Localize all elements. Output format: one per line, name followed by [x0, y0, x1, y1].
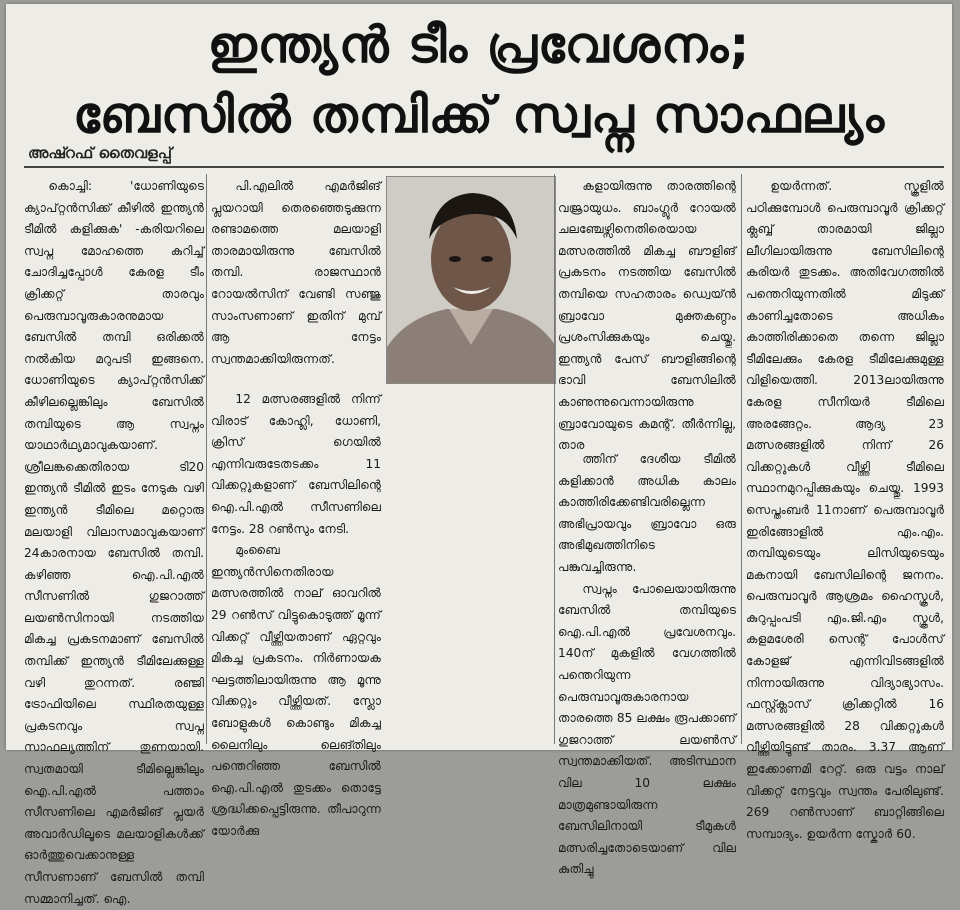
- paragraph: സ്വപ്നം പോലെയായിരുന്നു ബേസിൽ തമ്പിയുടെ ഐ.പി.എൽ പ്രവേശനവും. 140ന് മുകളിൽ വേഗത്തിൽ പന്തെറിയുന്ന പെരുമ്പാവൂരുകാരനായ താരത്തെ 85 ലക്ഷം രൂപക്കാണ് ഗുജറാത്ത് ലയൺസ് സ്വന്തമാക്കിയത്. അടിസ്ഥാന വില 10 ലക്ഷം മാത്രമുണ്ടായിരുന്ന ബേസിലിനായി ടീമുകൾ മത്സരിച്ചതോടെയാണ് വില കുതിച്ചു: [558, 581, 736, 877]
- column-2-bottom: [211, 389, 381, 838]
- column-divider: [554, 174, 555, 744]
- headline-line-2: ബേസിൽ തമ്പിക്ക് സ്വപ്ന സാഫല്യം: [72, 86, 886, 144]
- paragraph: മുംബൈ ഇന്ത്യൻസിനെതിരായ മത്സരത്തിൽ നാല് ഓവറിൽ 29 റൺസ് വിട്ടുകൊടുത്ത് മൂന്ന് വിക്കറ്റ് വീഴ്ത്തിയതാണ് ഏറ്റവും മികച്ച പ്രകടനം. നിർണായക ഘട്ടത്തിലായിരുന്നു ആ മൂന്നു വിക്കറ്റും വീഴ്ത്തിയത്. സ്ലോ ബോളുകൾ കൊണ്ടും മികച്ച ലൈനിലും ലെങ്തിലും പന്തെറിഞ്ഞ ബേസിൽ ഐ.പി.എൽ തുടക്കം തൊട്ടേ ശ്രദ്ധിക്കപ്പെട്ടിരുന്നു. തീപാറുന്ന യോർക്കു: [211, 543, 381, 838]
- paragraph: കളായിരുന്നു താരത്തിന്റെ വജ്രായുധം. ബാംഗ്ലൂർ റോയൽ ചലഞ്ചേഴ്സിനെതിരെയായ മത്സരത്തിൽ മികച്ച ബൗളിങ് പ്രകടനം നടത്തിയ ബേസിൽ തമ്പിയെ സഹതാരം ഡ്വെയ്ൻ ബ്രാവോ മുക്തകണ്ഠം പ്രശംസിക്കുകയും ചെയ്തു. ഇന്ത്യൻ പേസ് ബൗളിങ്ങിന്റെ ഭാവി ബേസിലിൽ കാണുന്നുവെന്നായിരുന്നു ബ്രാവോയുടെ കമന്റ്. തീർന്നില്ല, താര: [558, 179, 736, 453]
- headline-line-1: ഇന്ത്യൻ ടീം പ്രവേശനം;: [207, 16, 751, 74]
- paragraph: കൊച്ചി: 'ധോണിയുടെ ക്യാപ്റ്റൻസിക്ക് കീഴിൽ ഇന്ത്യൻ ടീമിൽ കളിക്കുക' -കരിയറിലെ സ്വപ്ന മോഹത്തെ കുറിച്ച് ചോദിച്ചപ്പോൾ കേരള ടീം ക്രിക്കറ്റ് താരവും പെരുമ്പാവൂരുകാരനുമായ ബേസിൽ തമ്പി ഒരിക്കൽ നൽകിയ മറുപടി ഇങ്ങനെ. ധോണിയുടെ ക്യാപ്റ്റൻസിക്ക് കീഴിലല്ലെങ്കിലും ബേസിൽ തമ്പിയുടെ ആ സ്വപ്നം യാഥാർഥ്യമാവുകയാണ്. ശ്രീലങ്കക്കെതിരായ ടി20 ഇന്ത്യൻ ടീമിൽ ഇടം നേടുക വഴി ഇന്ത്യൻ ടീമിലെ മറ്റൊരു മലയാളി വിലാസമാവുകയാണ് 24കാരനായ ബേസിൽ തമ്പി. കഴിഞ്ഞ ഐ.പി.എൽ സീസണിൽ ഗുജറാത്ത് ലയൺസിനായി നടത്തിയ മികച്ച പ്രകടനമാണ് ബേസിൽ തമ്പിക്ക് ഇന്ത്യൻ ടീമിലേക്കുള്ള വഴി തുറന്നത്. രഞ്ജി ട്രോഫിയിലെ സ്ഥിരതയുള്ള പ്രകടനവും സ്വപ്ന സാഫല്യത്തിന് തുണയായി. സ്വതമായി ടീമില്ലെങ്കിലും ഐ.പി.എൽ പത്താം സീസണിലെ എമർജിങ് പ്ലയർ അവാർഡിലൂടെ മലയാളികൾക്ക് ഓർത്തുവെക്കാനുള്ള സീസണാണ് ബേസിൽ തമ്പി സമ്മാനിച്ചത്. ഐ.: [24, 179, 204, 906]
- column-1: [24, 176, 204, 906]
- column-3-bottom: [558, 449, 736, 877]
- column-divider: [741, 174, 742, 744]
- byline: അഷ്റഫ് തൈവളപ്പ്: [28, 144, 172, 162]
- column-3-top: [558, 176, 736, 453]
- column-divider: [206, 174, 207, 744]
- paragraph: 12 മത്സരങ്ങളിൽ നിന്ന് വിരാട് കോഹ്ലി, ധോണി, ക്രിസ് ഗെയിൽ എന്നിവരുടേതടക്കം 11 വിക്കറ്റുകളാണ് ബേസിലിന്റെ ഐ.പി.എൽ സീസണിലെ നേട്ടം. 28 റൺസും നേടി.: [211, 392, 381, 536]
- paragraph: പി.എലിൽ എമർജിങ് പ്ലയറായി തെരഞ്ഞെടുക്കുന്ന രണ്ടാമത്തെ മലയാളി താരമായിരുന്നു ബേസിൽ തമ്പി. രാജസ്ഥാൻ റോയൽസിന് വേണ്ടി സഞ്ജു സാംസണാണ് ഇതിന് മുമ്പ് ആ നേട്ടം സ്വന്തമാക്കിയിരുന്നത്.: [211, 179, 381, 366]
- paragraph: ഉയർന്നത്. സ്കൂളിൽ പഠിക്കുമ്പോൾ പെരുമ്പാവൂർ ക്രിക്കറ്റ് ക്ലബ്ബ് താരമായി ജില്ലാ ലീഗിലായിരുന്നു ബേസിലിന്റെ കരിയർ തുടക്കം. അതിവേഗത്തിൽ പന്തെറിയുന്നതിൽ മിടുക്ക് കാണിച്ചതോടെ അധികം കാത്തിരിക്കാതെ തന്നെ ജില്ലാ ടീമിലേക്കും കേരള ടീമിലേക്കുമുള്ള വിളിയെത്തി. 2013ലായിരുന്നു കേരള സീനിയർ ടീമിലെ അരങ്ങേറ്റം. ആദ്യ 23 മത്സരങ്ങളിൽ നിന്ന് 26 വിക്കറ്റുകൾ വീഴ്ത്തി ടീമിലെ സ്ഥാനമുറപ്പിക്കുകയും ചെയ്തു. 1993 സെപ്തംബർ 11നാണ് പെരുമ്പാവൂർ ഇരിങ്ങോളിൽ എം.എം. തമ്പിയുടെയും ലിസിയുടെയും മകനായി ബേസിലിന്റെ ജനനം. പെരുമ്പാവൂർ ആശ്രമം ഹൈസ്കൂൾ, കുറുപ്പംപടി എം.ജി.എം സ്കൂൾ, കളമശേരി സെന്റ് പോൾസ് കോളജ് എന്നിവിടങ്ങളിൽ നിന്നായിരുന്നു വിദ്യാഭ്യാസം. ഫസ്റ്റ്ക്ലാസ് ക്രിക്കറ്റിൽ 16 മത്സരങ്ങളിൽ 28 വിക്കറ്റുകൾ വീഴ്ത്തിയിട്ടുണ്ട് താരം. 3.37 ആണ് ഇക്കോണമി റേറ്റ്. ഒരു വട്ടം നാല് വിക്കറ്റ് നേട്ടവും സ്വന്തം പേരിലുണ്ട്. 269 റൺസാണ് ബാറ്റിങ്ങിലെ സമ്പാദ്യം. ഉയർന്ന സ്കോർ 60.: [746, 179, 944, 841]
- newspaper-page: [6, 4, 952, 906]
- byline-rule: [24, 166, 944, 168]
- column-2-top: [211, 176, 381, 386]
- player-portrait-illustration: [387, 177, 555, 383]
- player-photo: [386, 176, 556, 384]
- paragraph: ത്തിന് ദേശീയ ടീമിൽ കളിക്കാൻ അധിക കാലം കാത്തിരിക്കേണ്ടിവരില്ലെന്ന അഭിപ്രായവും ബ്രാവോ ഒരു അഭിമുഖത്തിനിടെ പങ്കുവച്ചിരുന്നു.: [558, 452, 736, 574]
- column-4: [746, 176, 944, 841]
